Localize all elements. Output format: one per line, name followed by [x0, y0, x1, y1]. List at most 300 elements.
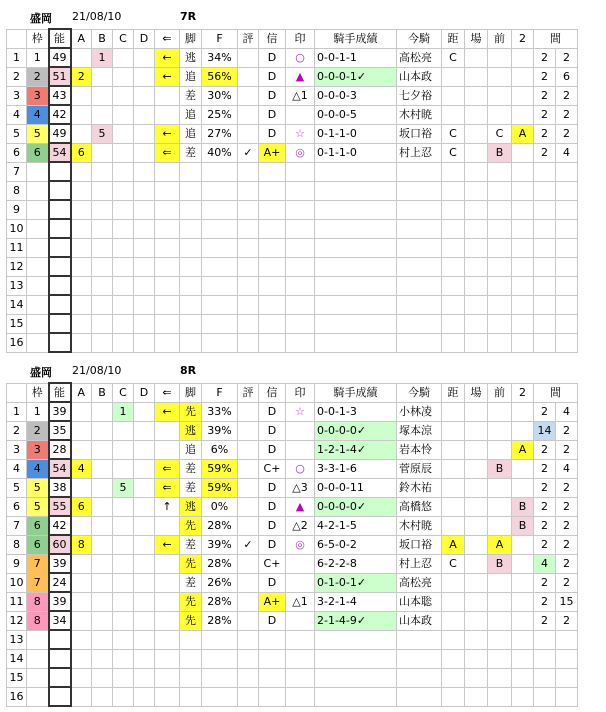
- distance-cell: A: [442, 535, 465, 554]
- shin-cell: [259, 687, 286, 706]
- b-cell: [92, 402, 113, 421]
- b-cell: [92, 478, 113, 497]
- c-cell: [113, 421, 134, 440]
- a-cell: [71, 162, 92, 181]
- ability-cell: 43: [49, 86, 71, 105]
- f-cell: 34%: [202, 48, 238, 67]
- jockey-cell: [397, 181, 442, 200]
- b-cell: [92, 649, 113, 668]
- f-cell: 28%: [202, 611, 238, 630]
- shin-cell: [259, 295, 286, 314]
- f-cell: 30%: [202, 86, 238, 105]
- jockey-record-cell: 6-2-2-8: [315, 554, 397, 573]
- hyo-cell: [238, 162, 259, 181]
- distance-cell: [442, 459, 465, 478]
- prev-cell: [488, 162, 512, 181]
- shin-cell: D: [259, 421, 286, 440]
- mark-cell: [286, 554, 315, 573]
- distance-cell: [442, 200, 465, 219]
- interval-1-cell: 4: [534, 554, 556, 573]
- horse-number: 13: [7, 630, 27, 649]
- two-cell: [512, 219, 534, 238]
- jockey-cell: [397, 219, 442, 238]
- hyo-cell: [238, 86, 259, 105]
- shin-cell: D: [259, 573, 286, 592]
- shin-cell: D: [259, 611, 286, 630]
- hyo-cell: [238, 295, 259, 314]
- two-cell: [512, 276, 534, 295]
- ability-cell: [49, 238, 71, 257]
- field-cell: [465, 181, 488, 200]
- waku-cell: 7: [27, 554, 49, 573]
- header-ability: 能: [49, 383, 71, 402]
- waku-cell: [27, 162, 49, 181]
- ability-cell: [49, 333, 71, 352]
- arrow-cell: [155, 105, 180, 124]
- hyo-cell: ✓: [238, 143, 259, 162]
- horse-number: 1: [7, 48, 27, 67]
- horse-number: 9: [7, 200, 27, 219]
- a-cell: [71, 276, 92, 295]
- mark-cell: ▲: [286, 67, 315, 86]
- two-cell: [512, 333, 534, 352]
- waku-cell: 7: [27, 573, 49, 592]
- interval-1-cell: [534, 687, 556, 706]
- leg-cell: 差: [180, 143, 202, 162]
- two-cell: [512, 48, 534, 67]
- c-cell: [113, 181, 134, 200]
- distance-cell: [442, 181, 465, 200]
- table-row: [7, 592, 578, 611]
- ability-cell: 54: [49, 143, 71, 162]
- leg-cell: 先: [180, 592, 202, 611]
- b-cell: [92, 421, 113, 440]
- interval-1-cell: 2: [534, 67, 556, 86]
- c-cell: [113, 314, 134, 333]
- a-cell: [71, 554, 92, 573]
- leg-cell: [180, 276, 202, 295]
- interval-2-cell: 6: [556, 67, 578, 86]
- horse-number: 6: [7, 497, 27, 516]
- waku-cell: 6: [27, 535, 49, 554]
- header-jockey-record: 騎手成績: [315, 383, 397, 402]
- two-cell: [512, 86, 534, 105]
- ability-cell: [49, 276, 71, 295]
- b-cell: [92, 86, 113, 105]
- hyo-cell: [238, 421, 259, 440]
- horse-number: 1: [7, 402, 27, 421]
- race-date: 21/08/10: [72, 364, 122, 377]
- ability-cell: 49: [49, 48, 71, 67]
- distance-cell: [442, 314, 465, 333]
- prev-cell: [488, 668, 512, 687]
- horse-number: 12: [7, 257, 27, 276]
- waku-cell: 8: [27, 611, 49, 630]
- f-cell: [202, 630, 238, 649]
- table-row: [7, 238, 578, 257]
- hyo-cell: [238, 440, 259, 459]
- c-cell: [113, 535, 134, 554]
- interval-1-cell: [534, 630, 556, 649]
- leg-cell: 逃: [180, 421, 202, 440]
- interval-1-cell: [534, 257, 556, 276]
- header-hyo: 評: [238, 383, 259, 402]
- distance-cell: [442, 687, 465, 706]
- waku-cell: 6: [27, 516, 49, 535]
- mark-cell: [286, 105, 315, 124]
- distance-cell: C: [442, 554, 465, 573]
- ability-cell: [49, 295, 71, 314]
- header-row: [7, 383, 578, 402]
- interval-1-cell: 2: [534, 105, 556, 124]
- prev-cell: [488, 421, 512, 440]
- two-cell: A: [512, 124, 534, 143]
- two-cell: B: [512, 497, 534, 516]
- jockey-cell: 木村暁: [397, 105, 442, 124]
- table-row: [7, 86, 578, 105]
- interval-2-cell: 2: [556, 105, 578, 124]
- jockey-cell: 坂口裕: [397, 124, 442, 143]
- prev-cell: B: [488, 554, 512, 573]
- header-d: D: [134, 29, 155, 48]
- table-row: [7, 105, 578, 124]
- horse-number: 15: [7, 668, 27, 687]
- a-cell: [71, 124, 92, 143]
- b-cell: [92, 440, 113, 459]
- c-cell: [113, 611, 134, 630]
- a-cell: [71, 573, 92, 592]
- shin-cell: D: [259, 402, 286, 421]
- c-cell: [113, 497, 134, 516]
- ability-cell: [49, 668, 71, 687]
- waku-cell: 1: [27, 48, 49, 67]
- hyo-cell: [238, 333, 259, 352]
- a-cell: [71, 630, 92, 649]
- ability-cell: 42: [49, 105, 71, 124]
- waku-cell: [27, 276, 49, 295]
- two-cell: [512, 238, 534, 257]
- interval-2-cell: [556, 181, 578, 200]
- table-row: [7, 535, 578, 554]
- a-cell: 2: [71, 67, 92, 86]
- jockey-record-cell: 0-0-1-3: [315, 402, 397, 421]
- horse-number: 4: [7, 459, 27, 478]
- leg-cell: [180, 257, 202, 276]
- table-row: [7, 478, 578, 497]
- field-cell: [465, 276, 488, 295]
- c-cell: [113, 162, 134, 181]
- b-cell: [92, 459, 113, 478]
- interval-2-cell: 2: [556, 421, 578, 440]
- d-cell: [134, 181, 155, 200]
- b-cell: [92, 535, 113, 554]
- jockey-record-cell: [315, 238, 397, 257]
- jockey-record-cell: 0-0-0-1✓: [315, 67, 397, 86]
- ability-cell: 54: [49, 459, 71, 478]
- jockey-record-cell: 0-1-1-0: [315, 124, 397, 143]
- two-cell: [512, 295, 534, 314]
- mark-cell: [286, 314, 315, 333]
- jockey-record-cell: [315, 276, 397, 295]
- header-shin: 信: [259, 29, 286, 48]
- two-cell: [512, 687, 534, 706]
- mark-cell: [286, 440, 315, 459]
- horse-number: 5: [7, 124, 27, 143]
- arrow-cell: ←: [155, 67, 180, 86]
- d-cell: [134, 200, 155, 219]
- c-cell: [113, 105, 134, 124]
- arrow-cell: ⇐: [155, 478, 180, 497]
- d-cell: [134, 162, 155, 181]
- hyo-cell: [238, 257, 259, 276]
- field-cell: [465, 257, 488, 276]
- b-cell: 1: [92, 48, 113, 67]
- prev-cell: [488, 440, 512, 459]
- field-cell: [465, 554, 488, 573]
- shin-cell: A+: [259, 592, 286, 611]
- b-cell: 5: [92, 124, 113, 143]
- arrow-cell: [155, 554, 180, 573]
- c-cell: [113, 516, 134, 535]
- table-row: [7, 459, 578, 478]
- interval-1-cell: 2: [534, 124, 556, 143]
- waku-cell: [27, 219, 49, 238]
- jockey-cell: 岩本怜: [397, 440, 442, 459]
- d-cell: [134, 333, 155, 352]
- prev-cell: [488, 295, 512, 314]
- b-cell: [92, 181, 113, 200]
- arrow-cell: [155, 592, 180, 611]
- field-cell: [465, 611, 488, 630]
- a-cell: [71, 402, 92, 421]
- a-cell: [71, 181, 92, 200]
- arrow-cell: [155, 276, 180, 295]
- ability-cell: 60: [49, 535, 71, 554]
- a-cell: [71, 611, 92, 630]
- jockey-record-cell: 0-0-0-11: [315, 478, 397, 497]
- prev-cell: [488, 516, 512, 535]
- d-cell: [134, 48, 155, 67]
- interval-1-cell: [534, 314, 556, 333]
- interval-2-cell: 4: [556, 459, 578, 478]
- field-cell: [465, 402, 488, 421]
- c-cell: [113, 86, 134, 105]
- b-cell: [92, 630, 113, 649]
- leg-cell: [180, 630, 202, 649]
- interval-2-cell: 4: [556, 143, 578, 162]
- field-cell: [465, 219, 488, 238]
- jockey-record-cell: [315, 295, 397, 314]
- mark-cell: ○: [286, 459, 315, 478]
- jockey-record-cell: 4-2-1-5: [315, 516, 397, 535]
- leg-cell: [180, 333, 202, 352]
- horse-number: 3: [7, 86, 27, 105]
- b-cell: [92, 238, 113, 257]
- a-cell: [71, 668, 92, 687]
- hyo-cell: [238, 459, 259, 478]
- distance-cell: [442, 421, 465, 440]
- leg-cell: 先: [180, 554, 202, 573]
- interval-2-cell: [556, 630, 578, 649]
- a-cell: [71, 516, 92, 535]
- field-cell: [465, 143, 488, 162]
- f-cell: 39%: [202, 421, 238, 440]
- jockey-cell: 高橋悠: [397, 497, 442, 516]
- leg-cell: [180, 687, 202, 706]
- a-cell: [71, 592, 92, 611]
- hyo-cell: [238, 48, 259, 67]
- interval-2-cell: 2: [556, 554, 578, 573]
- a-cell: [71, 257, 92, 276]
- d-cell: [134, 630, 155, 649]
- interval-1-cell: [534, 200, 556, 219]
- table-row: [7, 573, 578, 592]
- c-cell: [113, 238, 134, 257]
- jockey-cell: [397, 238, 442, 257]
- shin-cell: [259, 257, 286, 276]
- header-f: F: [202, 29, 238, 48]
- header-leg: 脚: [180, 383, 202, 402]
- field-cell: [465, 440, 488, 459]
- arrow-cell: [155, 181, 180, 200]
- interval-1-cell: 2: [534, 440, 556, 459]
- ability-cell: 39: [49, 554, 71, 573]
- f-cell: [202, 668, 238, 687]
- horse-number: 14: [7, 649, 27, 668]
- prev-cell: [488, 105, 512, 124]
- header-ability: 能: [49, 29, 71, 48]
- waku-cell: [27, 314, 49, 333]
- interval-1-cell: [534, 333, 556, 352]
- jockey-cell: 高松亮: [397, 573, 442, 592]
- b-cell: [92, 105, 113, 124]
- hyo-cell: [238, 592, 259, 611]
- prev-cell: [488, 592, 512, 611]
- hyo-cell: [238, 630, 259, 649]
- mark-cell: ○: [286, 48, 315, 67]
- distance-cell: [442, 402, 465, 421]
- c-cell: [113, 554, 134, 573]
- d-cell: [134, 421, 155, 440]
- c-cell: [113, 440, 134, 459]
- table-row: [7, 314, 578, 333]
- mark-cell: [286, 200, 315, 219]
- jockey-cell: [397, 200, 442, 219]
- field-cell: [465, 592, 488, 611]
- ability-cell: [49, 649, 71, 668]
- waku-cell: [27, 687, 49, 706]
- b-cell: [92, 295, 113, 314]
- d-cell: [134, 314, 155, 333]
- table-row: [7, 611, 578, 630]
- shin-cell: D: [259, 497, 286, 516]
- horse-number: 7: [7, 516, 27, 535]
- race-block-8r: [0, 360, 606, 710]
- horse-number: 16: [7, 687, 27, 706]
- interval-1-cell: 2: [534, 478, 556, 497]
- interval-2-cell: [556, 314, 578, 333]
- prev-cell: [488, 200, 512, 219]
- waku-cell: [27, 181, 49, 200]
- jockey-record-cell: [315, 162, 397, 181]
- prev-cell: B: [488, 143, 512, 162]
- mark-cell: ☆: [286, 124, 315, 143]
- jockey-record-cell: 1-2-1-4✓: [315, 440, 397, 459]
- header-distance: 距: [442, 383, 465, 402]
- b-cell: [92, 67, 113, 86]
- interval-2-cell: 2: [556, 516, 578, 535]
- interval-1-cell: 2: [534, 516, 556, 535]
- table-row: [7, 124, 578, 143]
- f-cell: 27%: [202, 124, 238, 143]
- b-cell: [92, 162, 113, 181]
- arrow-cell: [155, 516, 180, 535]
- prev-cell: [488, 630, 512, 649]
- table-row: [7, 630, 578, 649]
- jockey-cell: [397, 295, 442, 314]
- jockey-cell: [397, 257, 442, 276]
- ability-cell: 42: [49, 516, 71, 535]
- header-mark: 印: [286, 383, 315, 402]
- jockey-cell: [397, 333, 442, 352]
- two-cell: [512, 314, 534, 333]
- b-cell: [92, 257, 113, 276]
- jockey-cell: [397, 276, 442, 295]
- jockey-cell: [397, 687, 442, 706]
- mark-cell: △1: [286, 86, 315, 105]
- a-cell: 6: [71, 143, 92, 162]
- d-cell: [134, 276, 155, 295]
- header-b: B: [92, 383, 113, 402]
- prev-cell: [488, 48, 512, 67]
- hyo-cell: [238, 516, 259, 535]
- arrow-cell: [155, 687, 180, 706]
- arrow-cell: [155, 162, 180, 181]
- interval-1-cell: [534, 219, 556, 238]
- distance-cell: [442, 497, 465, 516]
- interval-2-cell: [556, 333, 578, 352]
- distance-cell: [442, 668, 465, 687]
- d-cell: [134, 611, 155, 630]
- leg-cell: 差: [180, 573, 202, 592]
- interval-2-cell: 2: [556, 440, 578, 459]
- field-cell: [465, 630, 488, 649]
- jockey-cell: 村上忍: [397, 554, 442, 573]
- shin-cell: D: [259, 535, 286, 554]
- leg-cell: 追: [180, 67, 202, 86]
- interval-1-cell: [534, 295, 556, 314]
- hyo-cell: [238, 649, 259, 668]
- hyo-cell: [238, 497, 259, 516]
- hyo-cell: [238, 478, 259, 497]
- field-cell: [465, 497, 488, 516]
- arrow-cell: [155, 668, 180, 687]
- table-row: [7, 668, 578, 687]
- jockey-record-cell: 3-3-1-6: [315, 459, 397, 478]
- venue-label: 盛岡: [30, 12, 52, 25]
- leg-cell: [180, 668, 202, 687]
- two-cell: [512, 649, 534, 668]
- header-distance: 距: [442, 29, 465, 48]
- interval-1-cell: 2: [534, 459, 556, 478]
- distance-cell: [442, 440, 465, 459]
- two-cell: [512, 459, 534, 478]
- waku-cell: 6: [27, 143, 49, 162]
- field-cell: [465, 105, 488, 124]
- two-cell: [512, 257, 534, 276]
- mark-cell: [286, 181, 315, 200]
- c-cell: [113, 573, 134, 592]
